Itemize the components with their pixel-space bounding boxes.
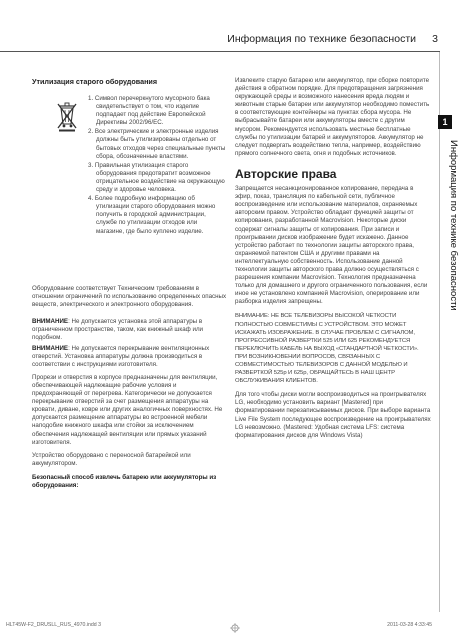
warning-2-text: : Не допускается перекрывание вентиляционных отверстий. Установка аппаратуры должна производиться в соответствии с инструкциями изготовителя. [32, 344, 210, 368]
side-rule [439, 52, 440, 612]
page-header-title: Информация по технике безопасности [227, 33, 416, 45]
warning-1-label: ВНИМАНИЕ [32, 318, 69, 326]
disposal-list [88, 95, 226, 236]
list-item: 1. Символ перечеркнутого мусорного бака свидетельствует о том, что изделие подпадает под действие Европейской Директивы 2002/96/ЕС. [88, 95, 210, 127]
list-item: 2. Все электрические и электронные изделия должны быть утилизированы отдельно от бытовых отходов через специальные пункты сбора, обозначенные властями. [88, 128, 226, 160]
header-rule [0, 51, 440, 52]
registration-mark-icon [230, 620, 240, 630]
list-item: 4. Более подробную информацию об утилизации старого оборудования можно получить в городской администрации, службе по утилизации отходов или магазине, где было куплено изделие. [88, 195, 216, 235]
left-body [32, 285, 228, 490]
crossed-bin-icon [56, 102, 78, 132]
footer-file-name: HLT45W-F2_DRUSLL_RUS_4970.indd 3 [6, 622, 101, 628]
disposal-section [32, 77, 232, 86]
right-body [235, 77, 431, 440]
list-item: 3. Правильная утилизация старого оборудования предотвратит возможное отрицательное воздействие на окружающую среду и здоровье человека. [88, 161, 225, 194]
footer-timestamp: 2011-03-28 4:33:45 [387, 622, 432, 628]
disposal-title: Утилизация старого оборудования [32, 77, 158, 86]
page-number: 3 [432, 33, 438, 45]
copyright-text: Запрещается несанкционированное копирование, передача в эфир, показ, трансляция по кабельной сети, публичное воспроизведение или использование материалов, охраняемых авторским правом. Устройство обладает функцией защиты от копирования, разработанной Macrovision. Некоторые диски содержат сигналы защиты от копирования. При записи и проигрывании дисков изображение будет искажено. Данное устройство работает по технологии защиты авторского права, охраняемой патентом США и другими правами на интеллектуальную собственность. Использование данной технологии защиты авторского права должно осуществляться с разрешения компании Macrovision. Технология предназначена только для домашнего и другого ограниченного пользования, если иное не установлено компанией Macrovision, оперирование или разборка изделия запрещены. [235, 185, 428, 306]
disc-format-text: Для того чтобы диски могли воспроизводиться на проигрывателях LG, необходимо установить вариант [Mastered] при форматировании перезаписываемых дисков. При выборе варианта Live File System последующее воспроизведение на проигрывателях LG невозможно. (Mastered: Удобная система LFS: система форматирования дисков для Windows Vista) [235, 391, 431, 439]
copyright-title: Авторские права [235, 166, 337, 181]
warning-1-text: : Не допускается установка этой аппаратуры в ограниченном пространстве, таком, как книжный шкаф или подобном. [32, 318, 204, 342]
chapter-number-tab: 1 [438, 115, 452, 129]
battery-text: Устройство оборудовано с переносной батарейкой или аккумулятором. [32, 451, 191, 467]
equipment-compliance-text: Оборудование соответствует Техническим требованиям в отношении ограничений по использованию определенных опасных веществ, электрического и электронного оборудования. [32, 285, 227, 309]
hd-compatibility-warning: ВНИМАНИЕ: НЕ ВСЕ ТЕЛЕВИЗОРЫ ВЫСОКОЙ ЧЕТКОСТИ ПОЛНОСТЬЮ СОВМЕСТИМЫ С УСТРОЙСТВОМ. ЭТО МОЖЕТ ИСКАЖАТЬ ИЗОБРАЖЕНИЕ. В СЛУЧАЕ ПРОБЛЕМ С СИГНАЛОМ, ПРОГРЕССИВНОЙ РАЗВЕРТКИ 525 ИЛИ 625 РЕКОМЕНДУЕТСЯ ПЕРЕКЛЮЧИТЬ КАБЕЛЬ НА ВЫХОД «СТАНДАРТНОЙ ЧЕТКОСТИ». ПРИ ВОЗНИКНОВЕНИИ ВОПРОСОВ, СВЯЗАННЫХ С СОВМЕСТИМОСТЬЮ ТЕЛЕВИЗОРОВ С ДАННОЙ МОДЕЛЬЮ И РАЗВЕРТКОЙ 525p И 625p, ОБРАЩАЙТЕСЬ В НАШ ЦЕНТР ОБСЛУЖИВАНИЯ КЛИЕНТОВ. [235, 313, 419, 385]
battery-title: Безопасный способ извлечь батарею или аккумуляторы из оборудования: [32, 473, 217, 489]
warning-2 [32, 345, 228, 369]
chapter-side-label-text: Информация по технике безопасности [448, 140, 459, 311]
warning-1 [32, 318, 228, 342]
battery-steps-text: Извлеките старую батарею или аккумулятор, при сборке повторите действия в обратном порядке. Для предотвращения загрязнения окружающей среды и возможного нанесения вреда людям и животным старые батареи или аккумулятор необходимо поместить в соответствующие контейнеры на пунктах сбора мусора. Не выбрасывайте батареи или аккумуляторы вместе с другим мусором. Рекомендуется использовать местные бесплатные службы по утилизации батарей и аккумуляторов. Аккумулятор не следует подвергать воздействию тепла, например, воздействию прямого солнечного света, огня и подобных источников. [235, 77, 430, 157]
chapter-side-label [447, 140, 459, 330]
warning-2-label: ВНИМАНИЕ [32, 344, 69, 352]
ventilation-text: Прорези и отверстия в корпусе предназначены для вентиляции, обеспечивающей надлежащие рабочие условия и предохраняющей от перегрева. Категорически не допускается перекрывание отверстий за счет размещения аппаратуры на кровати, диване, ковре или других аналогичных поверхностях. Не допускается размещение аппаратуры во встроенной мебели наподобие книжного шкафа или стойки за исключением обеспечения надлежащей вентиляции или прямых указаний изготовителя. [32, 373, 223, 446]
